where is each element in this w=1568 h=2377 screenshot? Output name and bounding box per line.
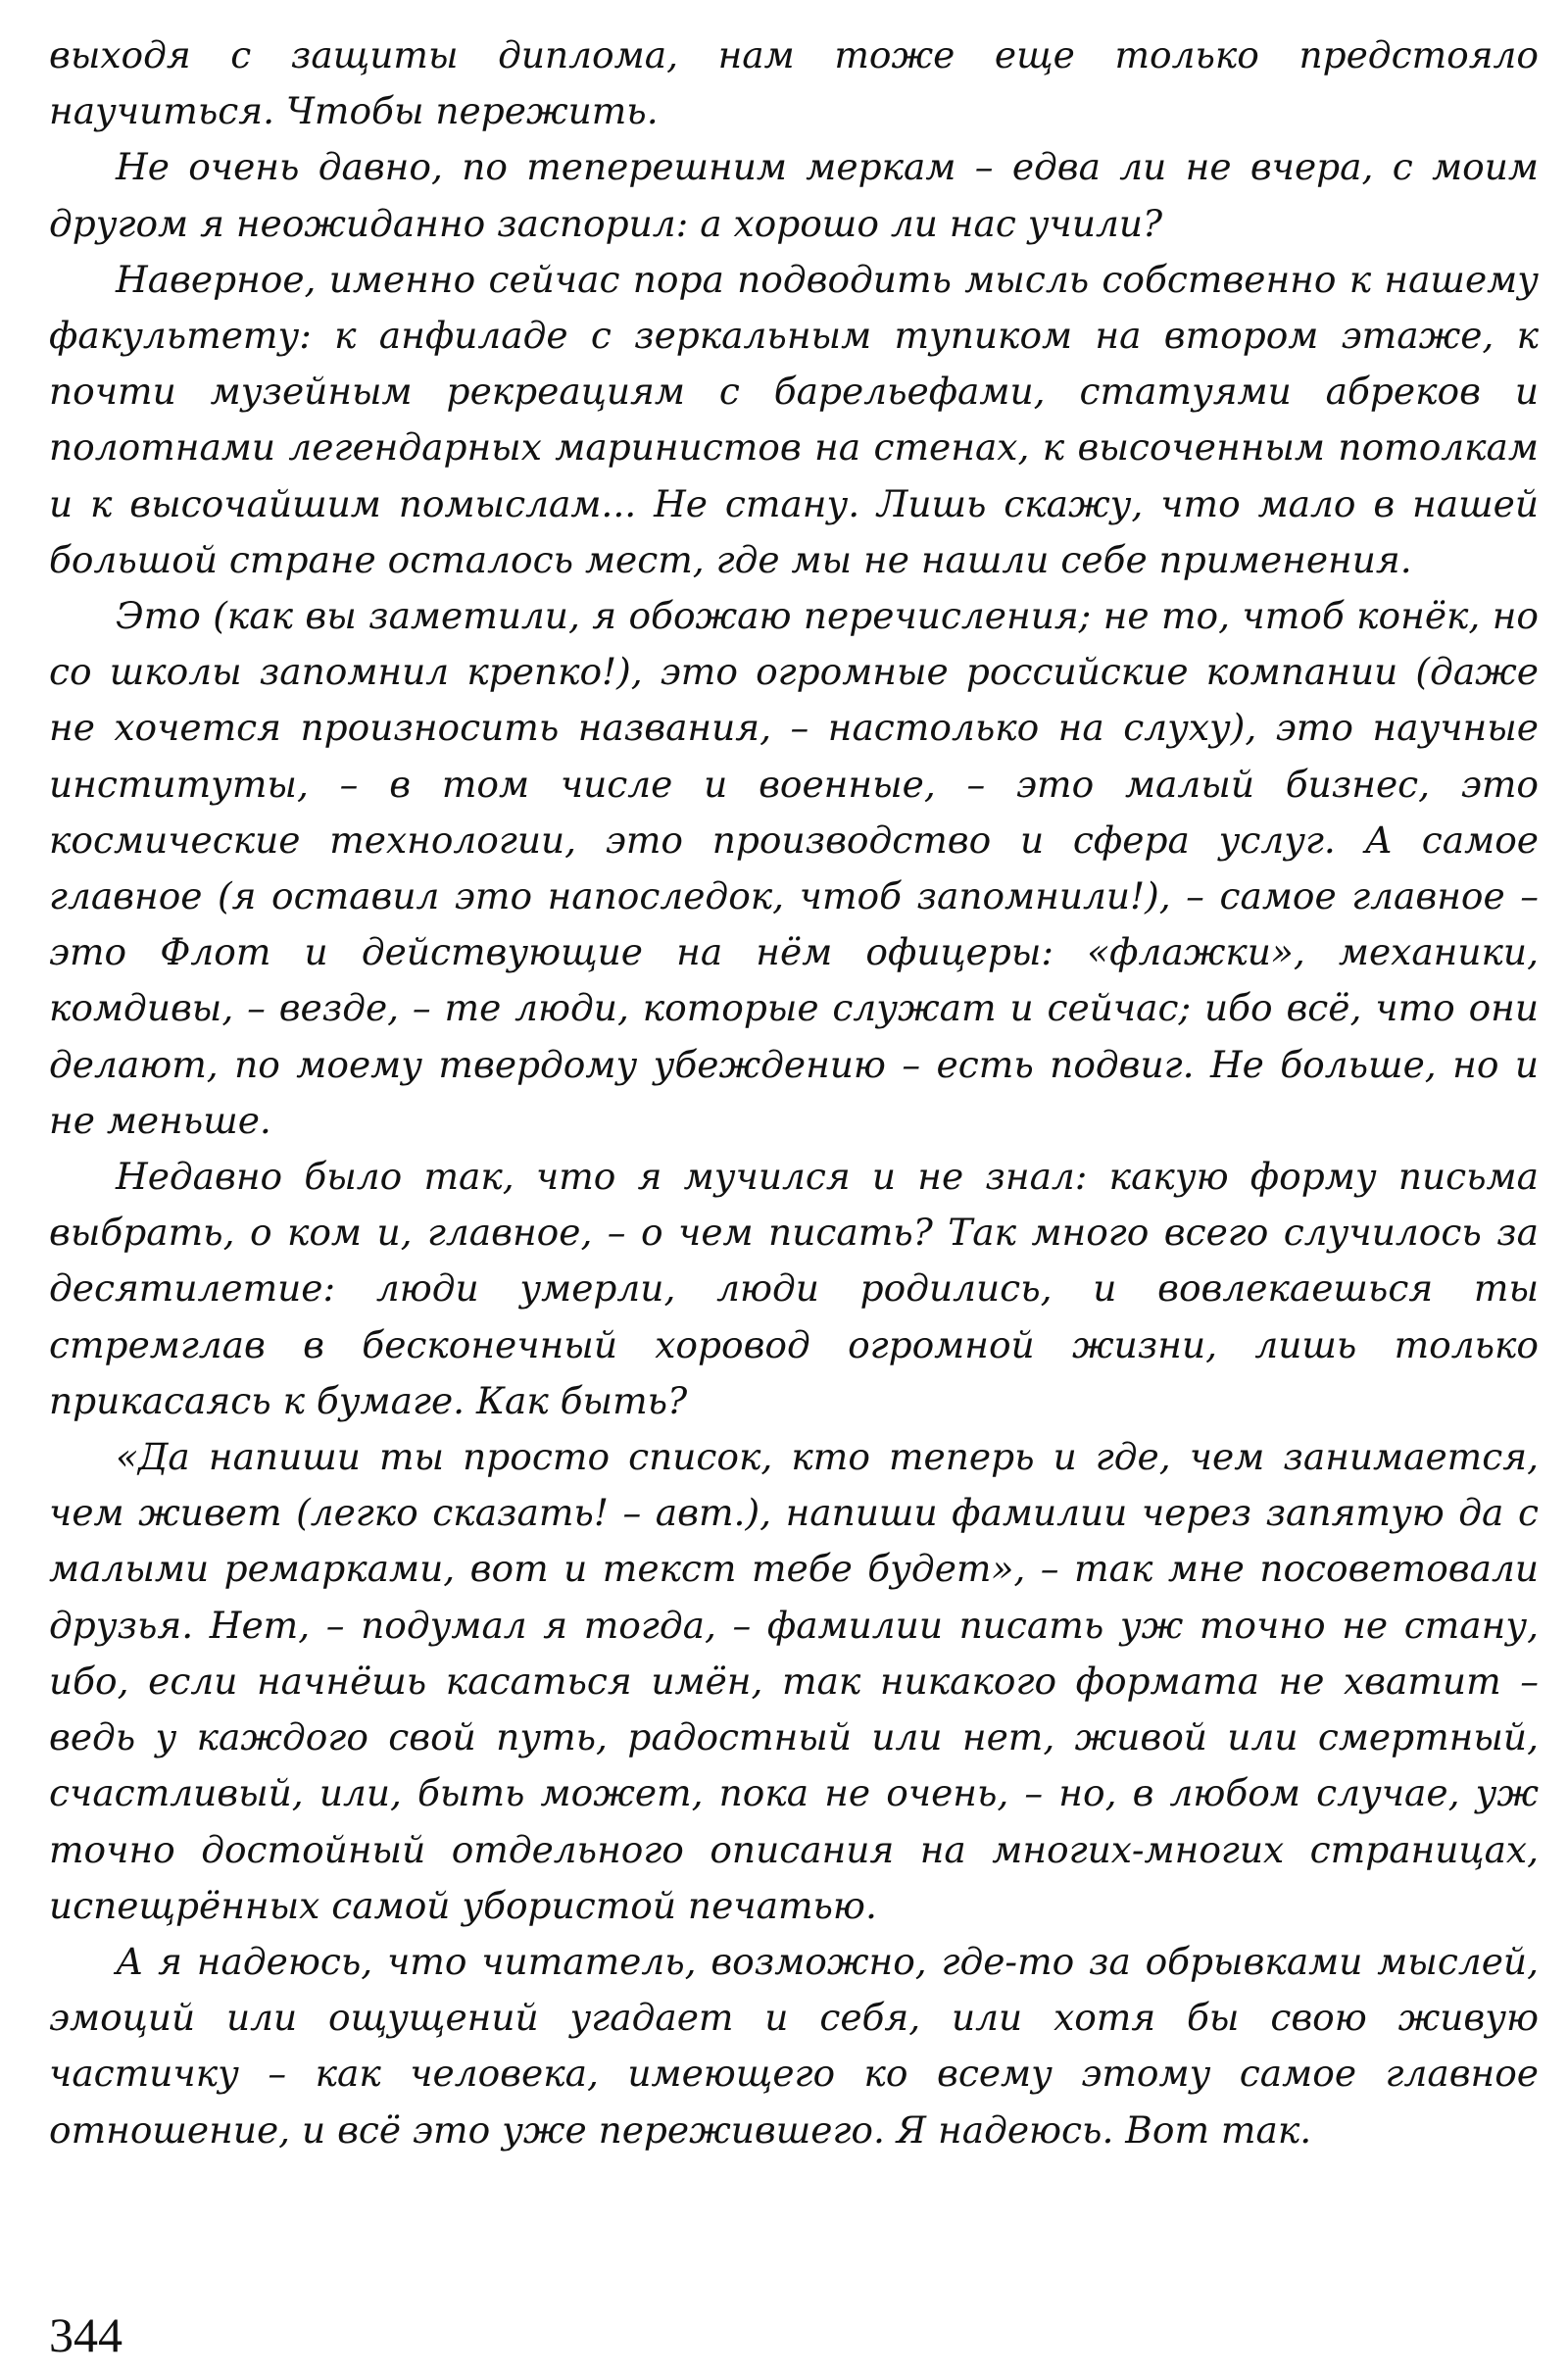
page-text xyxy=(49,27,1539,2158)
paragraph-faculty: Наверное, именно сейчас пора подводить мысль собственно к нашему факультету: к анфиладе с зеркальным тупиком на втором этаже, к почти музейным рекреациям с барельефами, статуями абреков и полотнами легендарных маринистов на стенах, к высоченным потолкам и к высочайшим помыслам... Не стану. Лишь скажу, что мало в нашей большой стране осталось мест, где мы не нашли себе применения. xyxy=(49,257,1539,581)
paragraph-hope: А я надеюсь, что читатель, возможно, где-то за обрывками мыслей, эмоций или ощущений угадает и себя, или хотя бы свою живую частичку – как человека, имеющего ко всему этому самое главное отношение, и всё это уже пережившего. Я надеюсь. Вот так. xyxy=(49,1939,1539,2152)
paragraph-argument: Не очень давно, по теперешним меркам – едва ли не вчера, с моим другом я неожиданно заспорил: а хорошо ли нас учили? xyxy=(49,145,1539,245)
paragraph-letter-form: Недавно было так, что я мучился и не знал: какую форму письма выбрать, о ком и, главное, – о чем писать? Так много всего случилось за десятилетие: люди умерли, люди родились, и вовлекаешься ты стремглав в бесконечный хоровод огромной жизни, лишь только прикасаясь к бумаге. Как быть? xyxy=(49,1155,1539,1422)
page-number: 344 xyxy=(49,2307,122,2362)
paragraph-continuation: выходя с защиты диплома, нам тоже еще только предстояло научиться. Чтобы пережить. xyxy=(49,33,1539,133)
paragraph-friends-advice: «Да напиши ты просто список, кто теперь и где, чем занимается, чем живет (легко сказать! – авт.), напиши фамилии через запятую да с малыми ремарками, вот и текст тебе будет», – так мне посоветовали друзья. Нет, – подумал я тогда, – фамилии писать уж точно не стану, ибо, если начнёшь касаться имён, так никакого формата не хватит – ведь у каждого свой путь, радостный или нет, живой или смертный, счастливый, или, быть может, пока не очень, – но, в любом случае, уж точно достойный отдельного описания на многих-многих страницах, испещрённых самой убористой печатью. xyxy=(49,1435,1539,1927)
paragraph-enumeration: Это (как вы заметили, я обожаю перечисления; не то, чтоб конёк, но со школы запомнил крепко!), это огромные российские компании (даже не хочется произносить названия, – настолько на слуху), это научные институты, – в том числе и военные, – это малый бизнес, это космические технологии, это производство и сфера услуг. А самое главное (я оставил это напоследок, чтоб запомнили!), – самое главное – это Флот и действующие на нём офицеры: «флажки», механики, комдивы, – везде, – те люди, которые служат и сейчас; ибо всё, что они делают, по моему твердому убеждению – есть подвиг. Не больше, но и не меньше. xyxy=(49,594,1539,1142)
